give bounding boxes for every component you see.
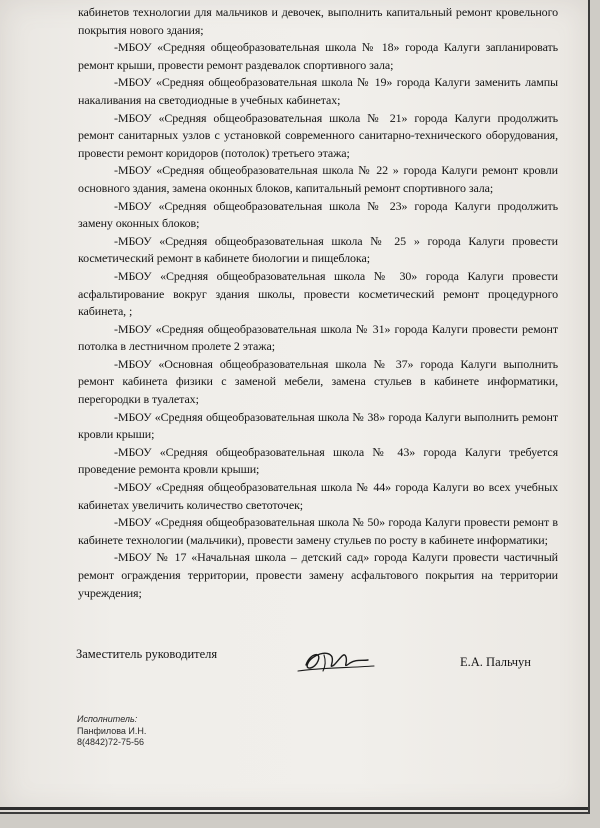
signatory-title: Заместитель руководителя [76,647,218,661]
executor-block [77,714,146,749]
signatory-name: Е.А. Пальчун [460,655,531,669]
body-paragraph: -МБОУ «Средняя общеобразовательная школа № 30» города Калуги провести асфальтирование вокруг здания школы, провести косметический ремонт процедурного кабинета, ; [78,268,558,319]
body-paragraph: -МБОУ «Средняя общеобразовательная школа № 18» города Калуги запланировать ремонт крыши, провести ремонт раздевалок спортивного зала; [78,40,558,72]
body-paragraph: -МБОУ «Средняя общеобразовательная школа № 50» города Калуги провести ремонт в кабинете технологии (мальчики), провести замену стульев по росту в кабинете информатики; [78,515,558,547]
body-paragraph: -МБОУ «Средняя общеобразовательная школа № 38» города Калуги выполнить ремонт кровли крыши; [78,409,558,442]
body-paragraph: кабинетов технологии для мальчиков и девочек, выполнить капитальный ремонт кровельного покрытия нового здания; [78,5,558,37]
page-bottom-edge [0,807,588,810]
signature-block [76,647,566,687]
executor-name: Панфилова И.Н. [77,725,147,736]
handwritten-signature-icon [288,641,378,681]
body-paragraph: -МБОУ № 17 «Начальная школа – детский сад» города Калуги провести частичный ремонт ограждения территории, провести замену асфальтового покрытия на территории учреждения; [78,550,558,600]
document-body [78,4,558,602]
body-paragraph: -МБОУ «Средняя общеобразовательная школа № 22 » города Калуги ремонт кровли основного здания, замена оконных блоков, капитальный ремонт спортивного зала; [78,163,558,195]
body-paragraph: -МБОУ «Средняя общеобразовательная школа № 23» города Калуги продолжить замену оконных блоков; [78,198,558,231]
body-paragraph: -МБОУ «Основная общеобразовательная школа № 37» города Калуги выполнить ремонт кабинета физики с заменой мебели, замена стульев в кабинете информатики, перегородки в туалетах; [78,356,558,407]
executor-label: Исполнитель: [77,714,138,724]
body-paragraph: -МБОУ «Средняя общеобразовательная школа № 25 » города Калуги провести косметический ремонт в кабинете биологии и пищеблока; [78,233,558,266]
body-paragraph: -МБОУ «Средняя общеобразовательная школа № 21» города Калуги продолжить ремонт санитарных узлов с установкой современного санитарно-технического оборудования, провести ремонт коридоров (потолок) третьего этажа; [78,110,558,160]
body-paragraph: -МБОУ «Средняя общеобразовательная школа № 19» города Калуги заменить лампы накаливания на светодиодные в учебных кабинетах; [78,75,558,107]
body-paragraph: -МБОУ «Средняя общеобразовательная школа № 31» города Калуги провести ремонт потолка в лестничном пролете 2 этажа; [78,321,558,354]
executor-phone: 8(4842)72-75-56 [77,737,145,747]
body-paragraph: -МБОУ «Средняя общеобразовательная школа № 43» города Калуги требуется проведение ремонта кровли крыши; [78,444,558,477]
body-paragraph: -МБОУ «Средняя общеобразовательная школа № 44» города Калуги во всех учебных кабинетах увеличить количество светоточек; [78,480,558,512]
